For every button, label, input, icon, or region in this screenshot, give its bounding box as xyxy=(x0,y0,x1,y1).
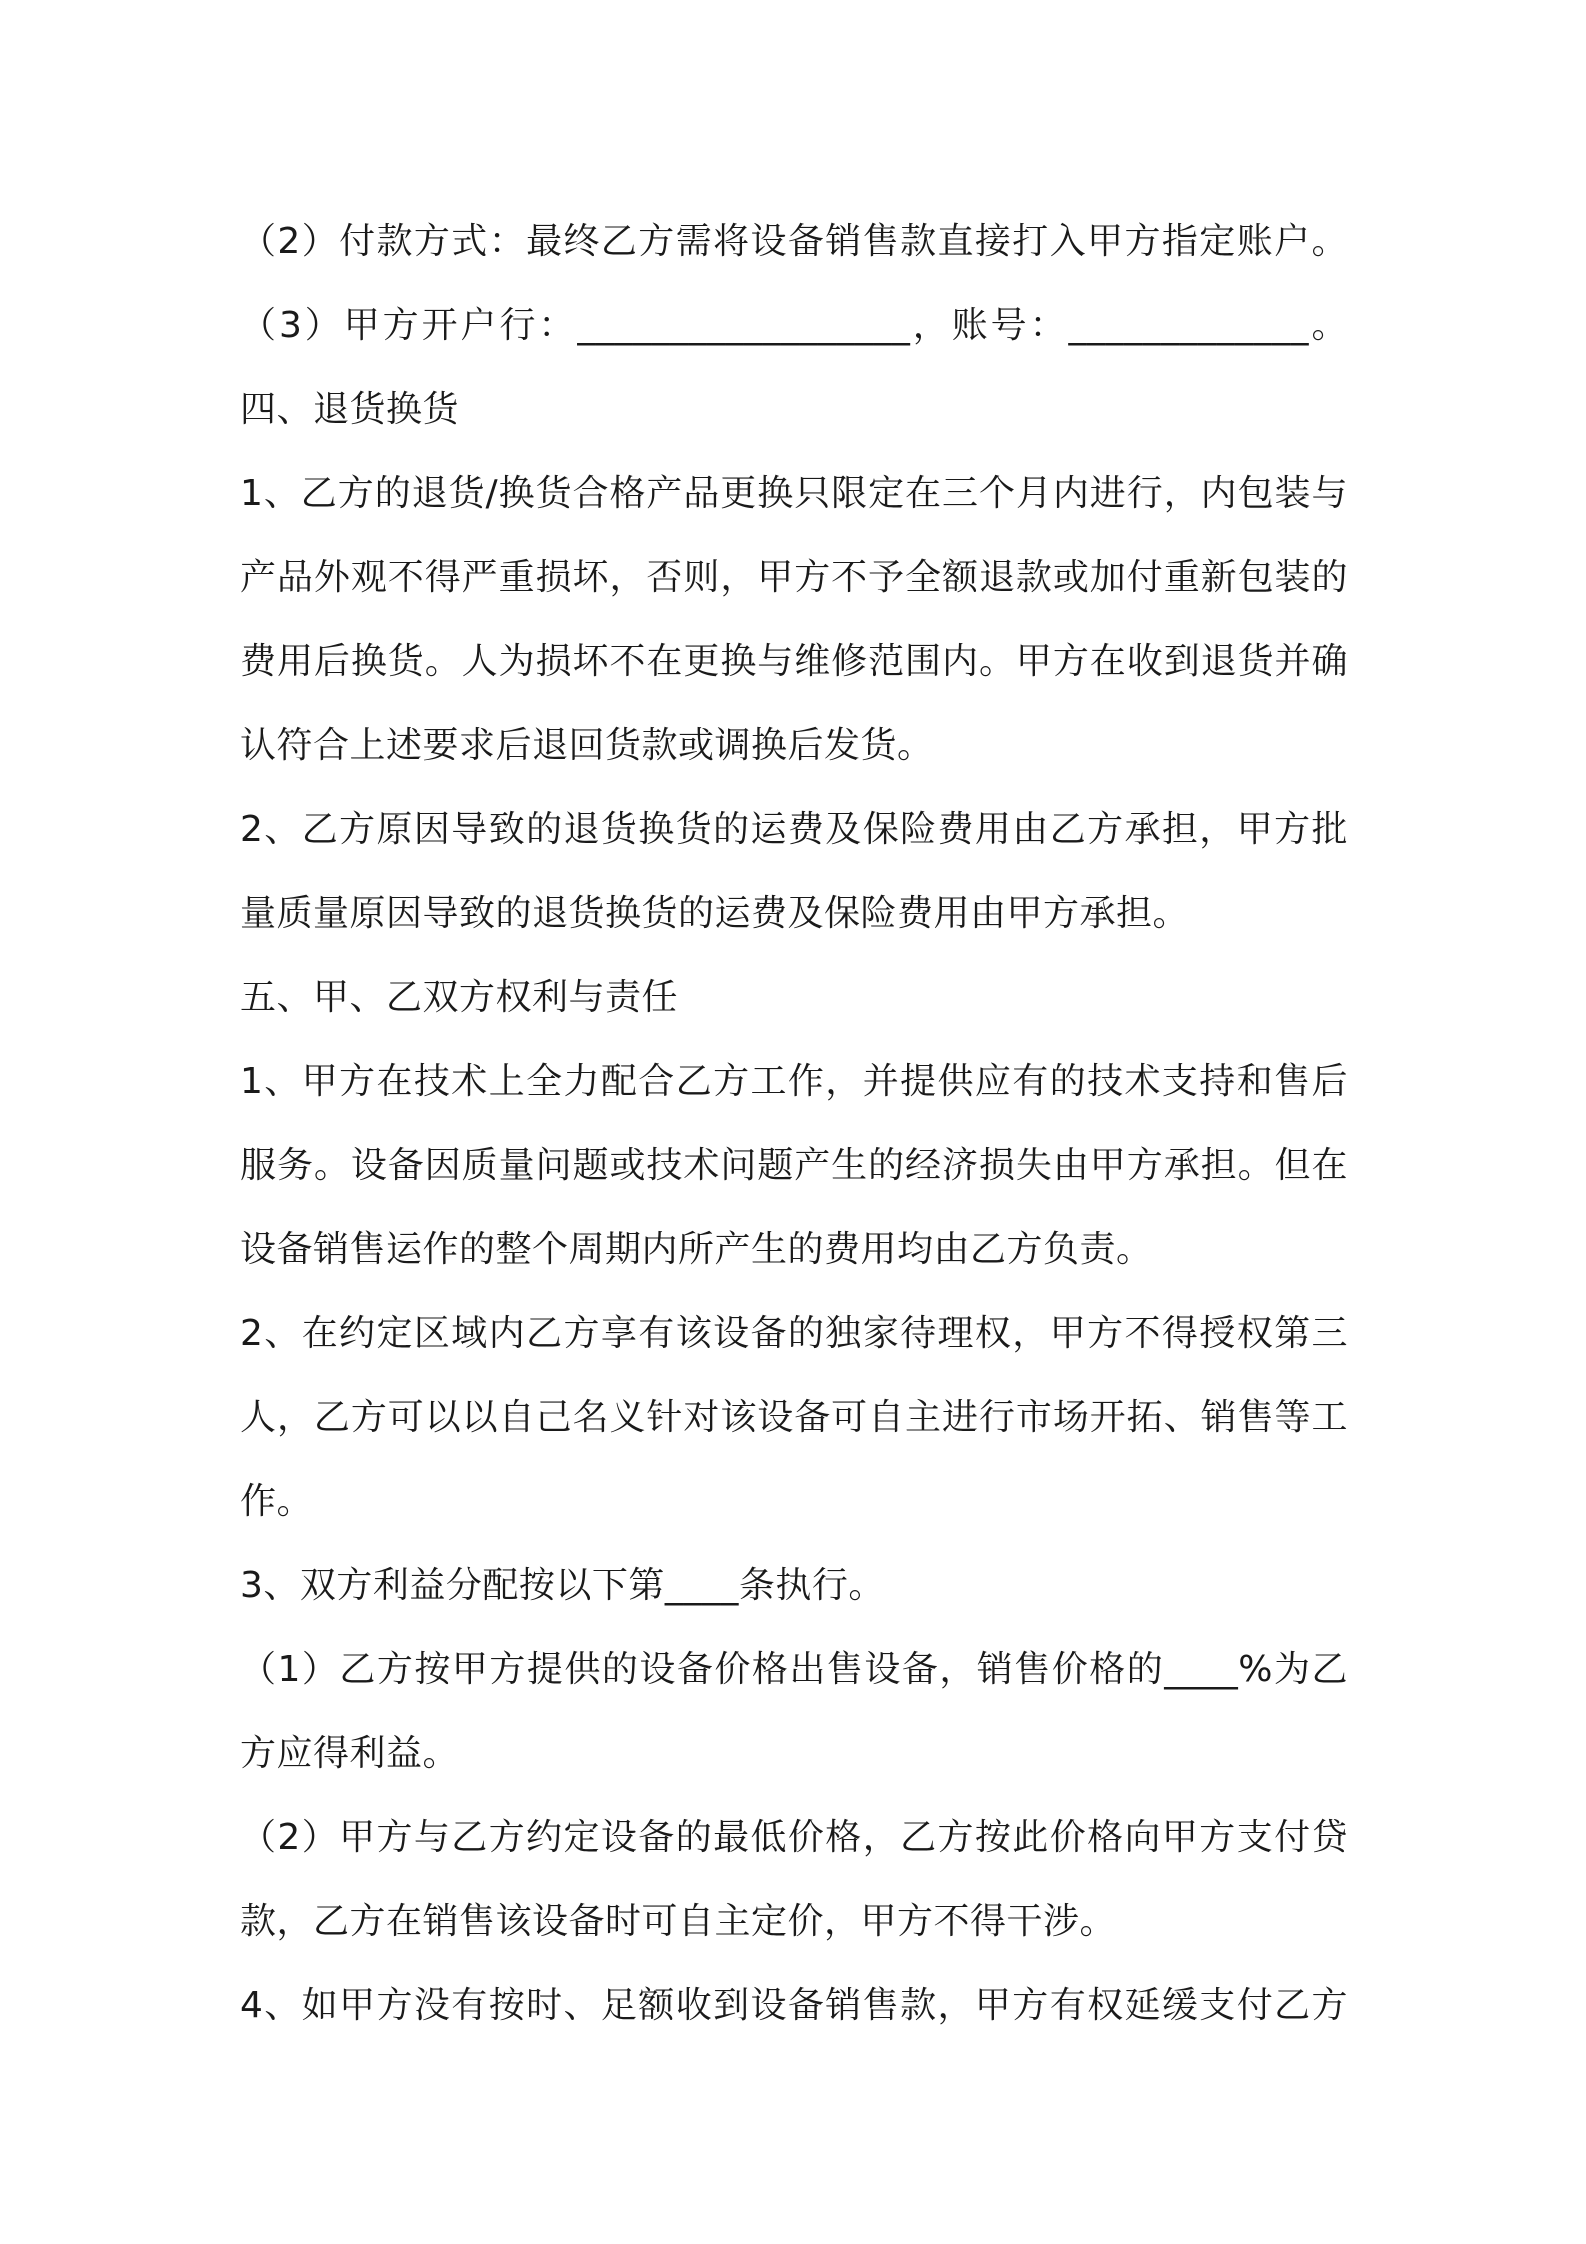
section-heading: 四、退货换货 xyxy=(240,389,460,430)
paragraph-line: （2）付款方式：最终乙方需将设备销售款直接打入甲方指定账户。 xyxy=(240,221,1348,262)
paragraph-line: 款，乙方在销售该设备时可自主定价，甲方不得干涉。 xyxy=(240,1901,1117,1942)
paragraph-line: 费用后换货。人为损坏不在更换与维修范围内。甲方在收到退货并确 xyxy=(240,641,1348,682)
paragraph-line: 量质量原因导致的退货换货的运费及保险费用由甲方承担。 xyxy=(240,893,1190,934)
paragraph-line: 认符合上述要求后退回货款或调换后发货。 xyxy=(240,725,934,766)
paragraph-line: 人，乙方可以以自己名义针对该设备可自主进行市场开拓、销售等工 xyxy=(240,1397,1348,1438)
paragraph-line: 2、乙方原因导致的退货换货的运费及保险费用由乙方承担，甲方批 xyxy=(240,809,1348,850)
paragraph-line: 4、如甲方没有按时、足额收到设备销售款，甲方有权延缓支付乙方 xyxy=(240,1985,1348,2026)
paragraph-line: 方应得利益。 xyxy=(240,1733,460,1774)
paragraph-line: 3、双方利益分配按以下第____条执行。 xyxy=(240,1565,885,1606)
section-heading: 五、甲、乙双方权利与责任 xyxy=(240,977,679,1018)
paragraph-line: 1、甲方在技术上全力配合乙方工作，并提供应有的技术支持和售后 xyxy=(240,1061,1348,1102)
paragraph-line: （2）甲方与乙方约定设备的最低价格，乙方按此价格向甲方支付贷 xyxy=(240,1817,1348,1858)
paragraph-line: （3）甲方开户行：__________________，账号：_____________。 xyxy=(240,305,1348,346)
paragraph-line: 产品外观不得严重损坏，否则，甲方不予全额退款或加付重新包装的 xyxy=(240,557,1348,598)
paragraph-line: 作。 xyxy=(240,1481,314,1522)
paragraph-line: （1）乙方按甲方提供的设备价格出售设备，销售价格的____%为乙 xyxy=(240,1649,1348,1690)
document-body xyxy=(240,200,1348,2048)
paragraph-line: 1、乙方的退货/换货合格产品更换只限定在三个月内进行，内包装与 xyxy=(240,473,1348,514)
paragraph-line: 服务。设备因质量问题或技术问题产生的经济损失由甲方承担。但在 xyxy=(240,1145,1348,1186)
paragraph-line: 设备销售运作的整个周期内所产生的费用均由乙方负责。 xyxy=(240,1229,1153,1270)
paragraph-line: 2、在约定区域内乙方享有该设备的独家待理权，甲方不得授权第三 xyxy=(240,1313,1348,1354)
